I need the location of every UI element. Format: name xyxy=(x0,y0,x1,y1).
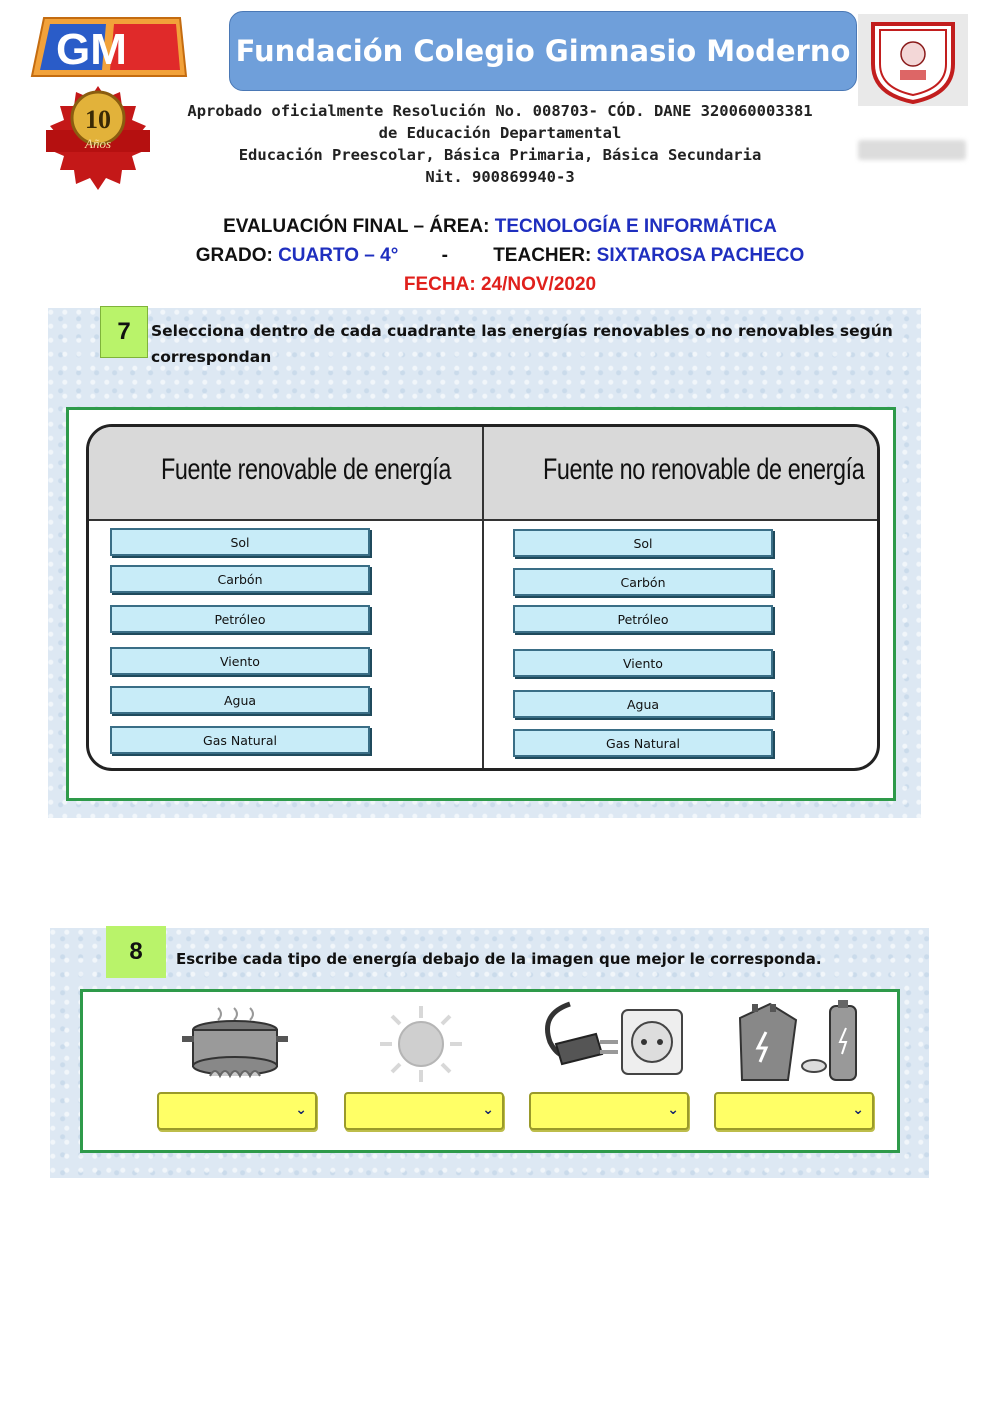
nonrenewable-option-viento[interactable]: Viento xyxy=(513,649,773,677)
evaluation-label: EVALUACIÓN FINAL – ÁREA: xyxy=(223,216,495,237)
energy-dropdown-2[interactable] xyxy=(344,1092,504,1130)
chevron-down-icon: ⌄ xyxy=(667,1102,679,1118)
batteries-icon xyxy=(730,998,870,1084)
ten-years-badge-icon xyxy=(40,84,156,196)
nonrenewable-option-sol[interactable]: Sol xyxy=(513,529,773,557)
badge-text: Años xyxy=(85,136,111,151)
renewable-option-agua[interactable]: Agua xyxy=(110,686,370,714)
approval-block xyxy=(140,100,860,188)
chevron-down-icon: ⌄ xyxy=(295,1102,307,1118)
energy-dropdown-3[interactable] xyxy=(529,1092,689,1130)
teacher-value: SIXTAROSA PACHECO xyxy=(596,245,805,266)
renewable-option-sol[interactable]: Sol xyxy=(110,528,370,556)
energy-dropdown-1[interactable] xyxy=(157,1092,317,1130)
question-7-number: 7 xyxy=(100,306,148,358)
chevron-down-icon: ⌄ xyxy=(482,1102,494,1118)
nonrenewable-column-title: Fuente no renovable de energía xyxy=(543,453,865,486)
approval-line: Aprobado oficialmente Resolución No. 008703- CÓD. DANE 320060003381 xyxy=(187,102,813,120)
nonrenewable-option-petroleo[interactable]: Petróleo xyxy=(513,605,773,633)
instruction-line: correspondan xyxy=(151,348,272,366)
approval-line: Nit. 900869940-3 xyxy=(425,168,575,186)
plug-and-socket-icon xyxy=(540,1000,688,1082)
logo-text: GM xyxy=(56,25,127,74)
teacher-label: TEACHER: xyxy=(493,245,597,266)
energy-dropdown-4[interactable] xyxy=(714,1092,874,1130)
grade-value: CUARTO – 4° xyxy=(278,245,399,266)
chevron-down-icon: ⌄ xyxy=(852,1102,864,1118)
date-line: FECHA: 24/NOV/2020 xyxy=(403,274,597,295)
school-seal-icon xyxy=(858,14,968,106)
question-8-number: 8 xyxy=(106,926,166,978)
nonrenewable-option-agua[interactable]: Agua xyxy=(513,690,773,718)
column-divider xyxy=(482,427,484,768)
energy-classification-table xyxy=(86,424,880,771)
area-value: TECNOLOGÍA E INFORMÁTICA xyxy=(494,216,777,237)
renewable-option-viento[interactable]: Viento xyxy=(110,647,370,675)
renewable-option-gas-natural[interactable]: Gas Natural xyxy=(110,726,370,754)
separator: - xyxy=(441,245,448,266)
grade-teacher-line xyxy=(0,245,1000,267)
school-title: Fundación Colegio Gimnasio Moderno xyxy=(235,34,851,68)
pot-on-stove-icon xyxy=(180,1004,290,1086)
nonrenewable-option-carbon[interactable]: Carbón xyxy=(513,568,773,596)
badge-number: 10 xyxy=(85,105,111,134)
seal-caption-blur xyxy=(858,140,966,160)
sun-icon xyxy=(376,1004,466,1084)
approval-line: Educación Preescolar, Básica Primaria, Básica Secundaria xyxy=(238,146,762,164)
question-8-instruction: Escribe cada tipo de energía debajo de la imagen que mejor le corresponda. xyxy=(176,950,822,968)
school-title-banner xyxy=(229,11,857,91)
nonrenewable-option-gas-natural[interactable]: Gas Natural xyxy=(513,729,773,757)
school-logo xyxy=(30,14,188,78)
evaluation-line xyxy=(0,216,1000,238)
instruction-line: Selecciona dentro de cada cuadrante las energías renovables o no renovables según xyxy=(151,322,893,340)
renewable-option-petroleo[interactable]: Petróleo xyxy=(110,605,370,633)
renewable-option-carbon[interactable]: Carbón xyxy=(110,565,370,593)
approval-line: de Educación Departamental xyxy=(378,124,622,142)
grade-label: GRADO: xyxy=(195,245,279,266)
renewable-column-title: Fuente renovable de energía xyxy=(161,453,452,486)
question-7-instruction xyxy=(151,318,891,370)
